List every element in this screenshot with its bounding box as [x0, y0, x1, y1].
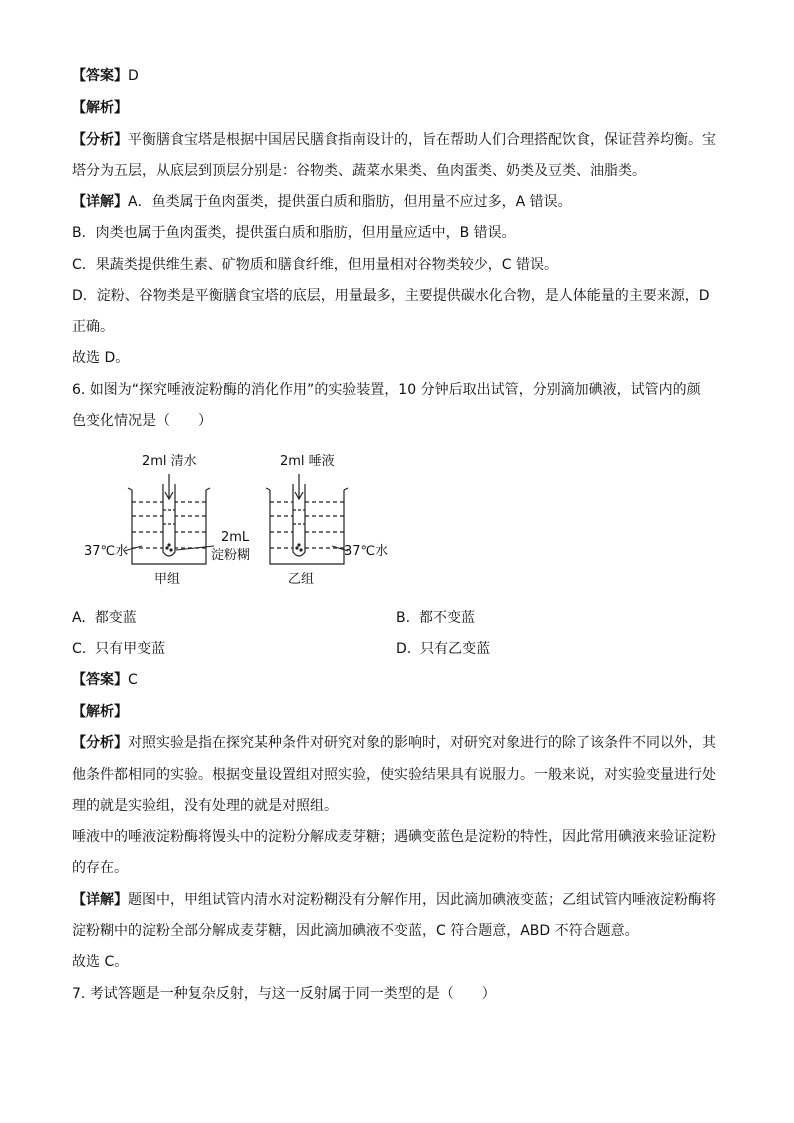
q6-detail-line-2: 淀粉糊中的淀粉全部分解成麦芽糖，因此滴加碘液不变蓝，C 符合题意，ABD 不符合题意。: [72, 923, 639, 939]
q6-fenxi-line-3: 理的就是实验组，没有处理的就是对照组。: [72, 798, 338, 814]
q5-answer-line: [72, 66, 727, 86]
q5-fenxi-line-1: [72, 130, 727, 150]
q6-fenxi-line-4: 唾液中的唾液淀粉酶将馒头中的淀粉分解成麦芽糖；遇碘变蓝色是淀粉的特性，因此常用碘液来验证淀粉: [72, 829, 716, 845]
label-temp-left: 37℃水: [84, 544, 129, 559]
label-temp-right: 37℃水: [344, 544, 389, 559]
fenxi-tag: 【分析】: [72, 132, 128, 148]
q5-conclusion: 故选 D。: [72, 350, 130, 366]
q6-detail-line-1: [72, 890, 727, 910]
label-group-a: 甲组: [154, 572, 181, 587]
option-text: 只有乙变蓝: [420, 641, 491, 657]
q6-fenxi-line-5: 的存在。: [72, 860, 128, 876]
option-key: A.: [72, 610, 86, 626]
analysis-tag: 【解析】: [72, 704, 128, 720]
fenxi-tag: 【分析】: [72, 735, 128, 751]
label-saliva: 2ml 唾液: [280, 454, 335, 469]
label-starch-amount: 2mL: [221, 530, 250, 545]
answer-tag: 【答案】: [72, 68, 128, 84]
answer-value: C: [128, 672, 138, 688]
detail-tag: 【详解】: [72, 194, 128, 210]
experiment-figure: [82, 452, 412, 600]
option-b[interactable]: [396, 608, 475, 628]
analysis-tag: 【解析】: [72, 100, 128, 116]
q6-conclusion: 故选 C。: [72, 954, 129, 970]
q6-stem-line-1: 6. 如图为“探究唾液淀粉酶的消化作用”的实验装置，10 分钟后取出试管，分别滴加碘液，试管内的颜: [72, 382, 701, 398]
option-key: D.: [396, 641, 412, 657]
q5-detail-line-b: B．肉类也属于鱼肉蛋类，提供蛋白质和脂肪，但用量应适中，B 错误。: [72, 225, 516, 241]
q6-stem-line-2: 色变化情况是（ ）: [72, 413, 212, 429]
q5-detail-line-a: [72, 192, 727, 212]
fenxi-text: 对照实验是指在探究某种条件对研究对象的影响时，对研究对象进行的除了该条件不同以外，其: [128, 735, 716, 751]
option-key: C.: [72, 641, 87, 657]
q6-fenxi-line-2: 他条件都相同的实验。根据变量设置组对照实验，使实验结果具有说服力。一般来说，对实验变量进行处: [72, 767, 716, 783]
q5-analysis-heading: [72, 98, 727, 118]
beaker-diagram: [82, 452, 412, 600]
option-text: 只有甲变蓝: [95, 641, 166, 657]
label-water: 2ml 清水: [142, 454, 197, 469]
q5-detail-line-d1: D．淀粉、谷物类是平衡膳食宝塔的底层，用量最多，主要提供碳水化合物，是人体能量的主要来源，D: [72, 288, 710, 304]
answer-value: D: [128, 68, 139, 84]
option-d[interactable]: [396, 639, 490, 659]
detail-text: A．鱼类属于鱼肉蛋类，提供蛋白质和脂肪，但用量不应过多，A 错误。: [128, 194, 572, 210]
q5-detail-line-d2: 正确。: [72, 319, 114, 335]
option-key: B.: [396, 610, 411, 626]
q6-fenxi-line-1: [72, 733, 727, 753]
option-c[interactable]: [72, 639, 165, 659]
option-text: 都不变蓝: [418, 610, 475, 626]
option-text: 都变蓝: [94, 610, 137, 626]
q5-detail-line-c: C．果蔬类提供维生素、矿物质和膳食纤维，但用量相对谷物类较少，C 错误。: [72, 257, 558, 273]
q6-answer-line: [72, 670, 727, 690]
fenxi-text: 平衡膳食宝塔是根据中国居民膳食指南设计的，旨在帮助人们合理搭配饮食，保证营养均衡。宝: [128, 132, 716, 148]
option-a[interactable]: [72, 608, 137, 628]
left-beaker: [128, 474, 210, 564]
answer-tag: 【答案】: [72, 672, 128, 688]
detail-text: 题图中，甲组试管内清水对淀粉糊没有分解作用，因此滴加碘液变蓝；乙组试管内唾液淀粉酶将: [128, 892, 716, 908]
right-beaker: [266, 474, 348, 564]
label-starch: 淀粉糊: [211, 548, 251, 563]
q5-fenxi-line-2: 塔分为五层，从底层到顶层分别是：谷物类、蔬菜水果类、鱼肉蛋类、奶类及豆类、油脂类。: [72, 163, 646, 179]
q6-analysis-heading: [72, 702, 727, 722]
q7-stem: 7. 考试答题是一种复杂反射，与这一反射属于同一类型的是（ ）: [72, 986, 496, 1002]
label-group-b: 乙组: [288, 572, 315, 587]
detail-tag: 【详解】: [72, 892, 128, 908]
